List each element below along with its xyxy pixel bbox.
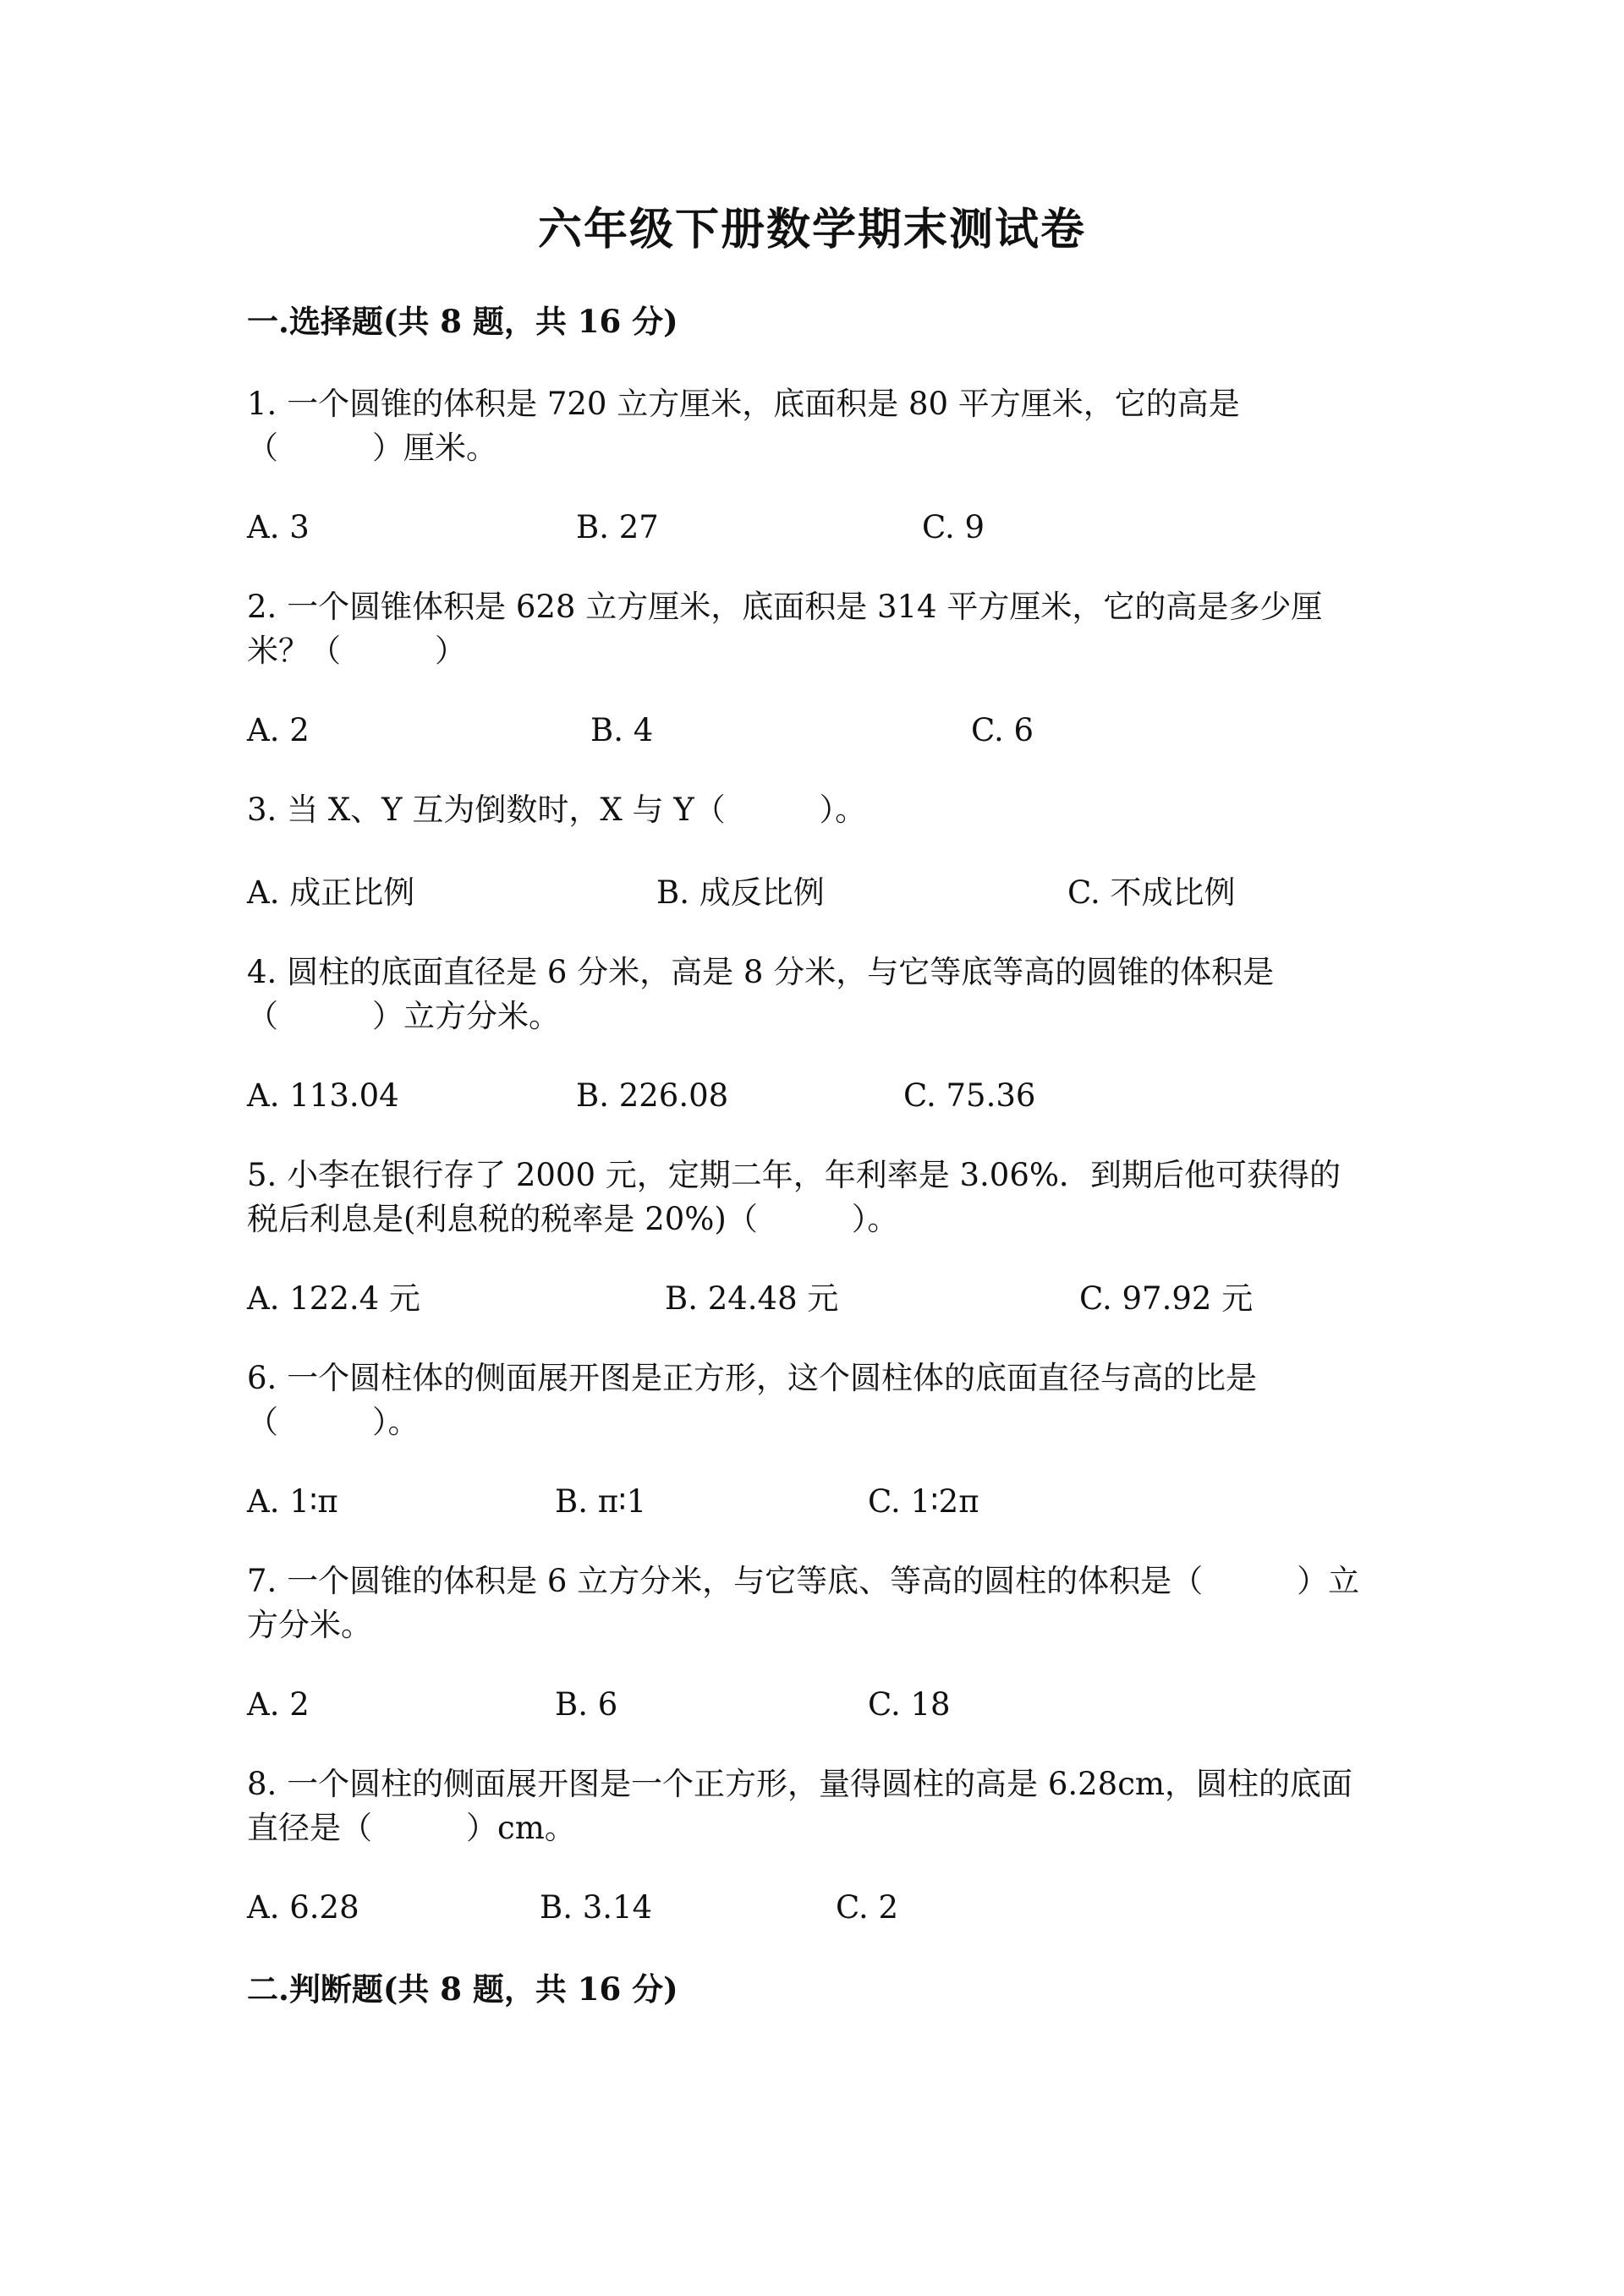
option-b[interactable]: B. 3.14 (540, 1889, 653, 1926)
question-3-options (247, 871, 1431, 915)
question-3 (247, 788, 1406, 832)
option-c[interactable]: C. 不成比例 (1067, 874, 1236, 911)
question-text: 7. 一个圆锥的体积是 6 立方分米，与它等底、等高的圆柱的体积是（ ）立 (247, 1563, 1360, 1599)
option-c[interactable]: C. 6 (971, 712, 1034, 748)
option-c[interactable]: C. 97.92 元 (1079, 1280, 1254, 1317)
question-text: （ ）。 (247, 1404, 420, 1440)
option-c[interactable]: C. 1∶2π (868, 1483, 979, 1520)
question-8 (247, 1762, 1406, 1850)
question-text: 方分米。 (247, 1607, 372, 1643)
question-5-options (247, 1277, 1431, 1321)
option-c[interactable]: C. 18 (868, 1686, 951, 1723)
question-8-options (247, 1886, 1431, 1930)
question-text: 2. 一个圆锥体积是 628 立方厘米，底面积是 314 平方厘米，它的高是多少厘 (247, 589, 1323, 625)
option-a[interactable]: A. 6.28 (247, 1889, 359, 1926)
question-text: （ ）厘米。 (247, 430, 497, 466)
option-a[interactable]: A. 2 (247, 712, 310, 748)
question-text: （ ）立方分米。 (247, 998, 560, 1034)
option-b[interactable]: B. 226.08 (576, 1077, 729, 1114)
question-text: 直径是（ ）cm。 (247, 1810, 576, 1846)
option-b[interactable]: B. 4 (590, 712, 654, 748)
question-6 (247, 1356, 1406, 1444)
question-text: 4. 圆柱的底面直径是 6 分米，高是 8 分米，与它等底等高的圆锥的体积是 (247, 954, 1275, 990)
option-a[interactable]: A. 122.4 元 (247, 1280, 420, 1317)
question-7 (247, 1559, 1406, 1647)
option-b[interactable]: B. 24.48 元 (665, 1280, 839, 1317)
question-7-options (247, 1683, 1431, 1727)
section-heading-judgment: 二.判断题(共 8 题，共 16 分) (247, 1970, 678, 2008)
option-b[interactable]: B. 27 (576, 509, 659, 545)
option-a[interactable]: A. 2 (247, 1686, 310, 1723)
question-text: 5. 小李在银行存了 2000 元，定期二年，年利率是 3.06%．到期后他可获得的 (247, 1157, 1341, 1193)
question-text: 米？（ ） (247, 633, 466, 669)
question-4 (247, 951, 1406, 1038)
option-b[interactable]: B. 6 (555, 1686, 618, 1723)
question-text: 6. 一个圆柱体的侧面展开图是正方形，这个圆柱体的底面直径与高的比是 (247, 1360, 1258, 1396)
option-c[interactable]: C. 75.36 (903, 1077, 1036, 1114)
question-1 (247, 382, 1406, 470)
question-2 (247, 585, 1406, 673)
option-a[interactable]: A. 3 (247, 509, 310, 545)
option-a[interactable]: A. 成正比例 (247, 874, 415, 911)
question-text: 3. 当 X、Y 互为倒数时，X 与 Y（ ）。 (247, 792, 867, 828)
page-title: 六年级下册数学期末测试卷 (537, 204, 1086, 255)
question-text: 税后利息是(利息税的税率是 20%)（ ）。 (247, 1201, 899, 1237)
option-c[interactable]: C. 9 (922, 509, 985, 545)
option-a[interactable]: A. 113.04 (247, 1077, 399, 1114)
section-heading-choice: 一.选择题(共 8 题，共 16 分) (247, 303, 678, 340)
question-5 (247, 1153, 1406, 1241)
question-2-options (247, 709, 1431, 753)
question-1-options (247, 506, 1431, 550)
question-4-options (247, 1074, 1431, 1118)
option-b[interactable]: B. π∶1 (555, 1483, 647, 1520)
option-c[interactable]: C. 2 (836, 1889, 899, 1926)
option-b[interactable]: B. 成反比例 (656, 874, 825, 911)
question-6-options (247, 1480, 1431, 1524)
question-text: 8. 一个圆柱的侧面展开图是一个正方形，量得圆柱的高是 6.28cm，圆柱的底面 (247, 1766, 1353, 1802)
question-text: 1. 一个圆锥的体积是 720 立方厘米，底面积是 80 平方厘米，它的高是 (247, 386, 1240, 422)
option-a[interactable]: A. 1∶π (247, 1483, 338, 1520)
